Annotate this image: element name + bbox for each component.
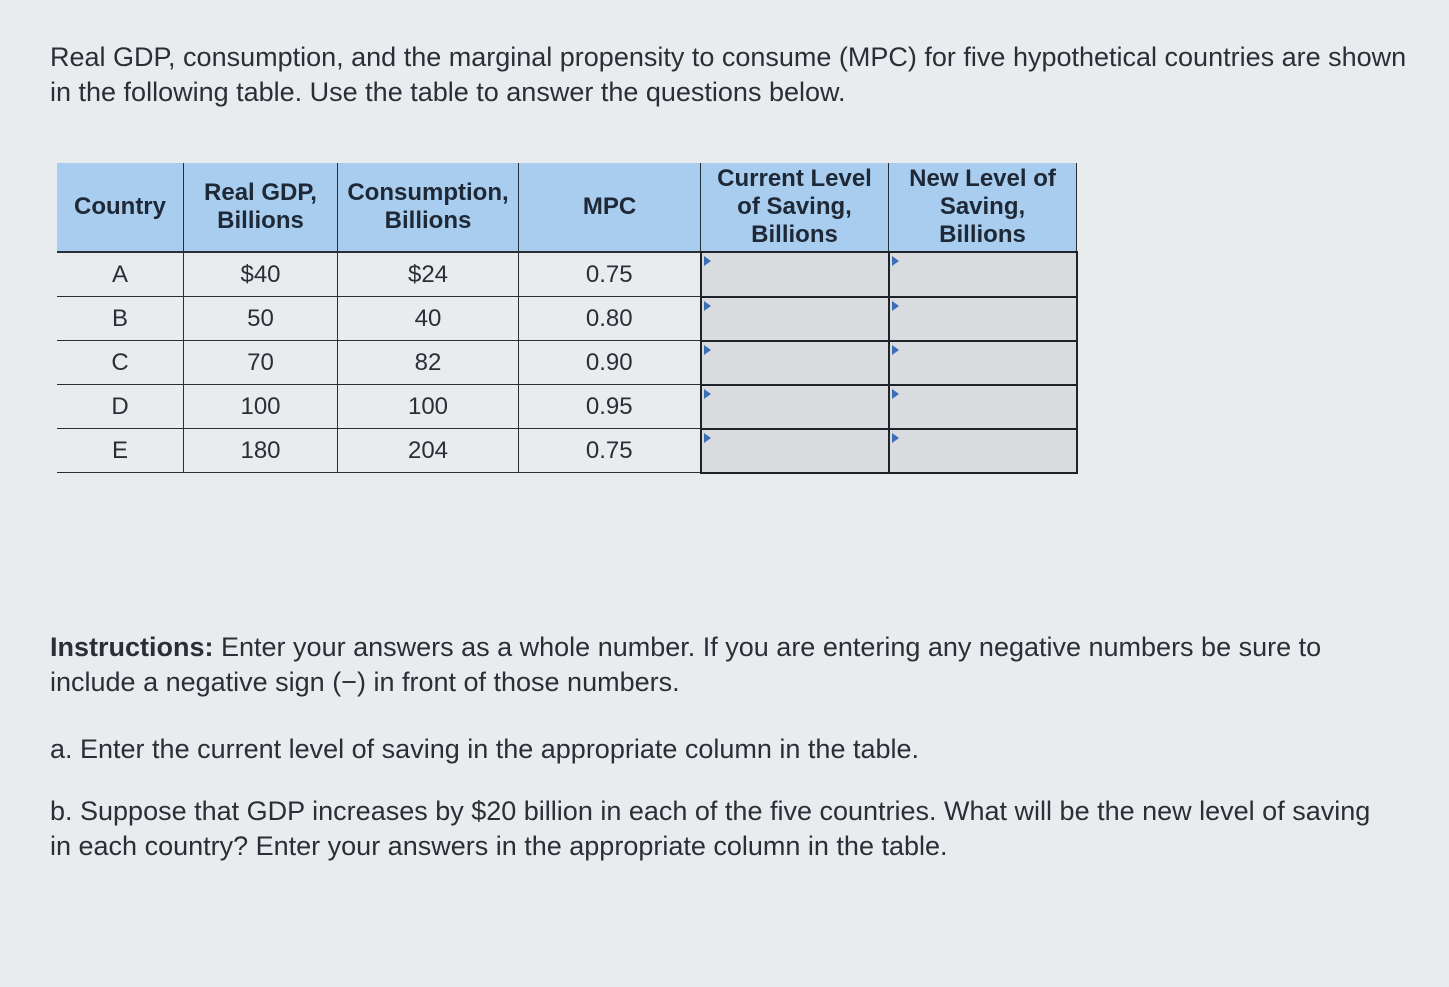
new-saving-cell	[889, 385, 1077, 429]
cell-gdp: $40	[184, 252, 338, 297]
cell-country: C	[57, 341, 184, 385]
cell-mpc: 0.75	[519, 252, 701, 297]
new-saving-cell	[889, 341, 1077, 385]
cell-gdp: 50	[184, 297, 338, 341]
new-saving-cell	[889, 252, 1077, 297]
input-marker-icon	[704, 301, 711, 311]
input-marker-icon	[704, 256, 711, 266]
input-marker-icon	[704, 345, 711, 355]
cell-country: B	[57, 297, 184, 341]
table-row	[57, 252, 1077, 297]
intro-text: Real GDP, consumption, and the marginal propensity to consume (MPC) for five hypothetical countries are shown in the following table. Use the table to answer the questions below.	[50, 42, 1407, 107]
cell-gdp: 100	[184, 385, 338, 429]
new-saving-input-b[interactable]	[890, 298, 1076, 340]
header-current-saving: Current Level of Saving, Billions	[701, 163, 889, 252]
input-marker-icon	[892, 256, 899, 266]
new-saving-input-e[interactable]	[890, 430, 1076, 472]
question-b: b. Suppose that GDP increases by $20 billion in each of the five countries. What will be the new level of saving in each country? Enter your answers in the appropriate column in the table.	[50, 796, 1371, 861]
instructions-text	[50, 630, 1410, 700]
input-marker-icon	[892, 345, 899, 355]
header-real-gdp: Real GDP, Billions	[184, 163, 338, 252]
instructions-body: Enter your answers as a whole number. If you are entering any negative numbers be sure to include a negative sign (−) in front of those numbers.	[50, 632, 1322, 697]
table-row	[57, 297, 1077, 341]
cell-gdp: 70	[184, 341, 338, 385]
instructions-label: Instructions:	[50, 632, 214, 662]
input-marker-icon	[892, 433, 899, 443]
current-saving-cell	[701, 341, 889, 385]
cell-consumption: $24	[338, 252, 519, 297]
current-saving-cell	[701, 385, 889, 429]
table-header-row	[57, 163, 1077, 252]
cell-mpc: 0.75	[519, 429, 701, 473]
current-saving-cell	[701, 429, 889, 473]
cell-mpc: 0.90	[519, 341, 701, 385]
cell-consumption: 82	[338, 341, 519, 385]
new-saving-input-c[interactable]	[890, 342, 1076, 384]
saving-table	[57, 163, 1078, 474]
current-saving-input-e[interactable]	[702, 430, 888, 472]
cell-mpc: 0.95	[519, 385, 701, 429]
table-row	[57, 385, 1077, 429]
input-marker-icon	[892, 389, 899, 399]
data-table-container	[57, 163, 1078, 474]
cell-country: A	[57, 252, 184, 297]
new-saving-input-a[interactable]	[890, 253, 1076, 296]
cell-gdp: 180	[184, 429, 338, 473]
current-saving-cell	[701, 252, 889, 297]
current-saving-input-b[interactable]	[702, 298, 888, 340]
header-mpc: MPC	[519, 163, 701, 252]
header-country: Country	[57, 163, 184, 252]
header-consumption: Consumption, Billions	[338, 163, 519, 252]
current-saving-input-c[interactable]	[702, 342, 888, 384]
current-saving-input-d[interactable]	[702, 386, 888, 428]
current-saving-cell	[701, 297, 889, 341]
table-row	[57, 429, 1077, 473]
new-saving-cell	[889, 429, 1077, 473]
cell-country: D	[57, 385, 184, 429]
question-a: a. Enter the current level of saving in the appropriate column in the table.	[50, 734, 920, 764]
header-new-saving: New Level of Saving, Billions	[889, 163, 1077, 252]
input-marker-icon	[892, 301, 899, 311]
cell-consumption: 204	[338, 429, 519, 473]
input-marker-icon	[704, 389, 711, 399]
new-saving-cell	[889, 297, 1077, 341]
cell-consumption: 40	[338, 297, 519, 341]
cell-mpc: 0.80	[519, 297, 701, 341]
new-saving-input-d[interactable]	[890, 386, 1076, 428]
table-row	[57, 341, 1077, 385]
cell-consumption: 100	[338, 385, 519, 429]
cell-country: E	[57, 429, 184, 473]
current-saving-input-a[interactable]	[702, 253, 888, 296]
input-marker-icon	[704, 433, 711, 443]
